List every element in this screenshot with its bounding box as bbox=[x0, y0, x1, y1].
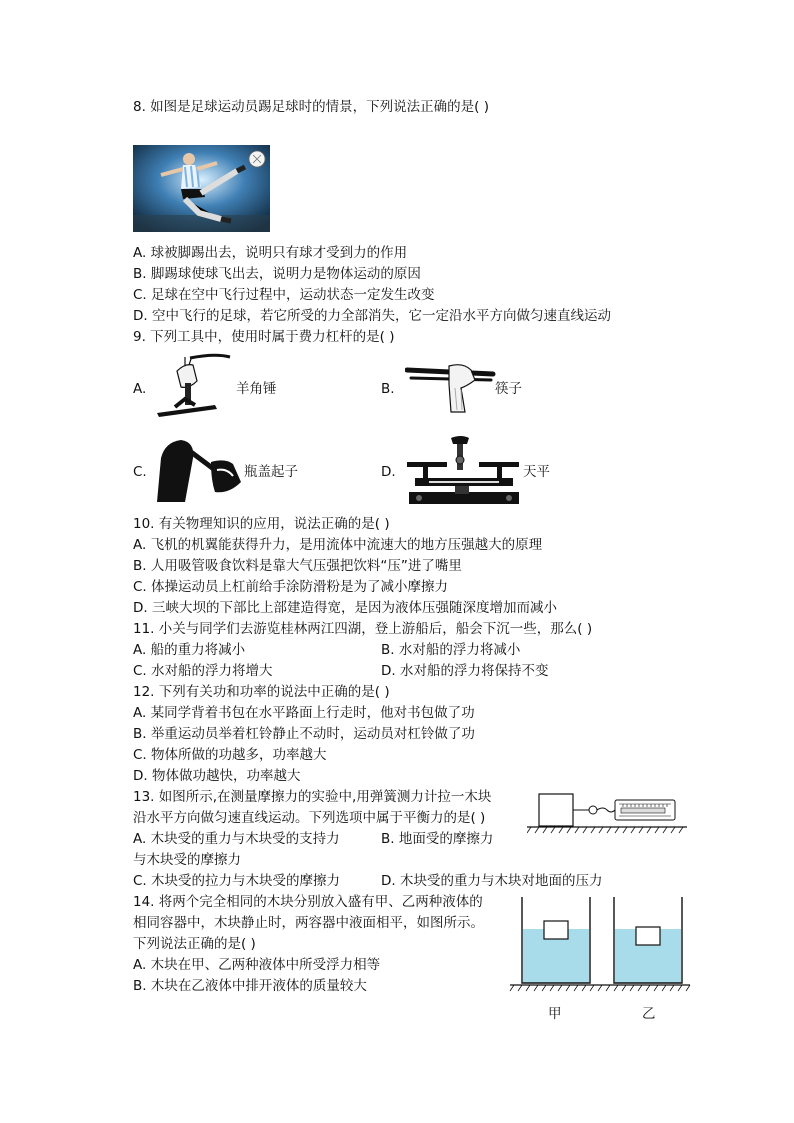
q13-option-a: A. 木块受的重力与木块受的支持力 bbox=[133, 831, 340, 847]
q9-option-a-name: 羊角锤 bbox=[236, 381, 277, 397]
q8-option-a: A. 球被脚踢出去，说明只有球才受到力的作用 bbox=[133, 245, 408, 261]
q9-option-b-letter: B. bbox=[381, 381, 395, 397]
q10-option-c: C. 体操运动员上杠前给手涂防滑粉是为了减小摩擦力 bbox=[133, 579, 449, 595]
q8-option-d: D. 空中飞行的足球，若它所受的力全部消失，它一定沿水平方向做匀速直线运动 bbox=[133, 308, 611, 324]
q13-option-b-line1: B. 地面受的摩擦力 bbox=[381, 831, 494, 847]
bottle-opener-icon bbox=[155, 436, 245, 504]
q11-option-d: D. 水对船的浮力将保持不变 bbox=[381, 663, 549, 679]
chopsticks-icon bbox=[405, 360, 497, 415]
spring-scale-block-diagram bbox=[527, 786, 687, 842]
q9-option-d-name: 天平 bbox=[523, 464, 550, 480]
container-yi-label: 乙 bbox=[642, 1006, 656, 1022]
q12-option-a: A. 某同学背着书包在水平路面上行走时，他对书包做了功 bbox=[133, 705, 475, 721]
q13-stem-line2: 沿水平方向做匀速直线运动。下列选项中属于平衡力的是( ) bbox=[133, 810, 486, 826]
q12-option-b: B. 举重运动员举着杠铃静止不动时，运动员对杠铃做了功 bbox=[133, 726, 475, 742]
q9-stem: 9. 下列工具中，使用时属于费力杠杆的是( ) bbox=[133, 329, 395, 345]
container-jia-label: 甲 bbox=[548, 1006, 562, 1022]
q9-option-d-letter: D. bbox=[381, 464, 396, 480]
q9-option-a-letter: A. bbox=[133, 381, 147, 397]
q14-stem-line1: 14. 将两个完全相同的木块分别放入盛有甲、乙两种液体的 bbox=[133, 894, 483, 910]
q12-option-c: C. 物体所做的功越多，功率越大 bbox=[133, 747, 327, 763]
q12-stem: 12. 下列有关功和功率的说法中正确的是( ) bbox=[133, 684, 390, 700]
q10-option-a: A. 飞机的机翼能获得升力，是用流体中流速大的地方压强越大的原理 bbox=[133, 537, 543, 553]
q9-option-c-letter: C. bbox=[133, 464, 147, 480]
q11-option-a: A. 船的重力将减小 bbox=[133, 642, 246, 658]
q9-option-c-name: 瓶盖起子 bbox=[244, 464, 298, 480]
q8-option-c: C. 足球在空中飞行过程中，运动状态一定发生改变 bbox=[133, 287, 435, 303]
q14-option-b: B. 木块在乙液体中排开液体的质量较大 bbox=[133, 978, 367, 994]
q11-option-b: B. 水对船的浮力将减小 bbox=[381, 642, 521, 658]
q8-stem: 8. 如图是足球运动员踢足球时的情景，下列说法正确的是( ) bbox=[133, 99, 489, 115]
q14-stem-line2: 相同容器中，木块静止时，两容器中液面相平，如图所示。 bbox=[133, 915, 484, 931]
q13-option-c: C. 木块受的拉力与木块受的摩擦力 bbox=[133, 873, 341, 889]
soccer-player-photo bbox=[133, 145, 270, 232]
q10-stem: 10. 有关物理知识的应用，说法正确的是( ) bbox=[133, 516, 390, 532]
q8-option-b: B. 脚踢球使球飞出去，说明力是物体运动的原因 bbox=[133, 266, 421, 282]
q9-option-b-name: 筷子 bbox=[495, 381, 522, 397]
q10-option-b: B. 人用吸管吸食饮料是靠大气压强把饮料“压”进了嘴里 bbox=[133, 558, 462, 574]
block-jia bbox=[544, 921, 568, 939]
q14-option-a: A. 木块在甲、乙两种液体中所受浮力相等 bbox=[133, 957, 381, 973]
q13-option-d: D. 木块受的重力与木块对地面的压力 bbox=[381, 873, 603, 889]
q13-option-b-line2: 与木块受的摩擦力 bbox=[133, 852, 241, 868]
q10-option-d: D. 三峡大坝的下部比上部建造得宽，是因为液体压强随深度增加而减小 bbox=[133, 600, 557, 616]
wood-block bbox=[539, 794, 573, 826]
two-containers-diagram bbox=[508, 893, 692, 997]
q11-option-c: C. 水对船的浮力将增大 bbox=[133, 663, 273, 679]
block-yi bbox=[636, 927, 660, 945]
q14-stem-line3: 下列说法正确的是( ) bbox=[133, 936, 256, 952]
balance-scale-icon bbox=[405, 434, 523, 508]
claw-hammer-icon bbox=[155, 353, 235, 418]
q13-stem-line1: 13. 如图所示,在测量摩擦力的实验中,用弹簧测力计拉一木块 bbox=[133, 789, 492, 805]
q11-stem: 11. 小关与同学们去游览桂林两江四湖，登上游船后，船会下沉一些，那么( ) bbox=[133, 621, 593, 637]
q12-option-d: D. 物体做功越快，功率越大 bbox=[133, 768, 301, 784]
